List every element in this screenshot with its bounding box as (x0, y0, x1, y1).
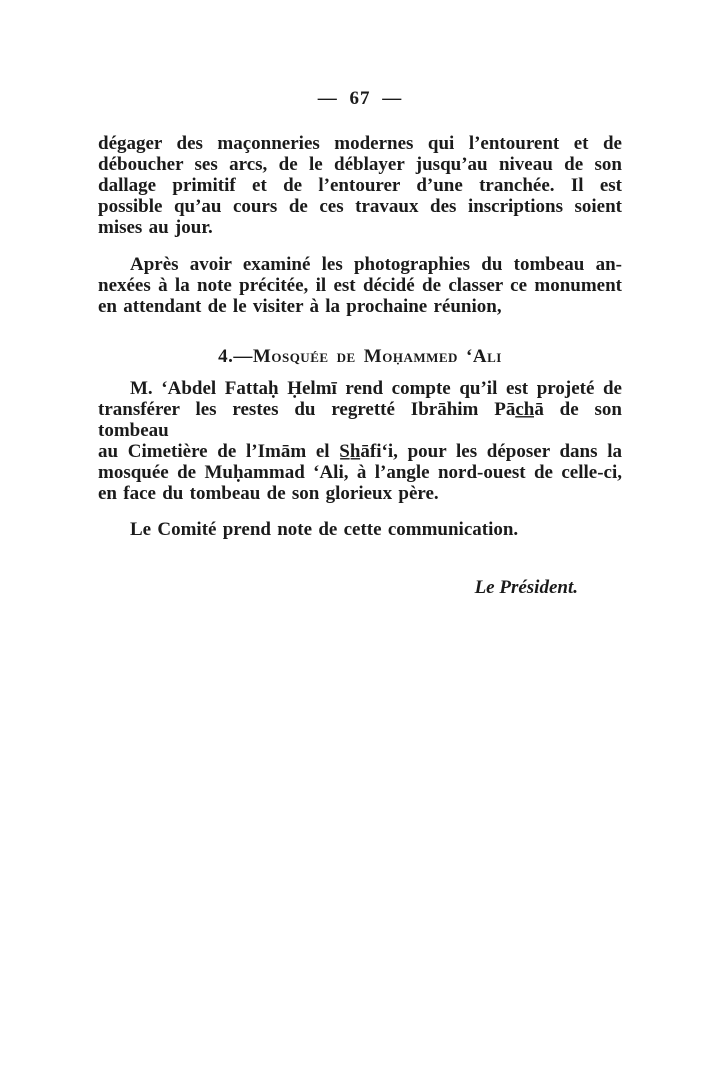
text-line: en face du tombeau de son glorieux père. (98, 483, 439, 504)
paragraph-degager (98, 133, 622, 238)
page-content (98, 133, 622, 598)
text-line: mises au jour. (98, 217, 213, 238)
text-line: déboucher ses arcs, de le déblayer jusqu’au niveau de son (98, 154, 622, 175)
text-line: nexées à la note précitée, il est décidé de classer ce monument (98, 275, 622, 296)
text-line: en attendant de le visiter à la prochaine réunion, (98, 296, 502, 317)
text-line: Le Comité prend note de cette communication. (130, 519, 519, 540)
signature-le-president: Le Président. (474, 577, 578, 598)
text-line: dallage primitif et de l’entourer d’une tranchée. Il est (98, 175, 622, 196)
page-number: — 67 — (317, 88, 403, 109)
text-line: mosquée de Muḥammad ‘Ali, à l’angle nord-ouest de celle-ci, (98, 462, 622, 483)
paragraph-comite-note (98, 519, 622, 540)
text-line: M. ‘Abdel Fattaḥ Ḥelmī rend compte qu’il est projeté de (130, 378, 622, 399)
text-line: dégager des maçonneries modernes qui l’entourent et de (98, 133, 622, 154)
paragraph-apres-avoir (98, 254, 622, 317)
text-line: au Cimetière de l’Imām el S̲h̲āfi‘i, pour les déposer dans la (98, 441, 622, 462)
section-heading-mosquee-mohammed-ali: 4.—Mosquée de Moḥammed ‘Ali (218, 346, 502, 367)
paragraph-abdel-fattah-helmi (98, 378, 622, 504)
text-line: transférer les restes du regretté Ibrāhim Pāc̲h̲ā de son tombeau (98, 399, 622, 441)
text-line: possible qu’au cours de ces travaux des inscriptions soient (98, 196, 622, 217)
text-line: Après avoir examiné les photographies du tombeau an- (130, 254, 622, 275)
